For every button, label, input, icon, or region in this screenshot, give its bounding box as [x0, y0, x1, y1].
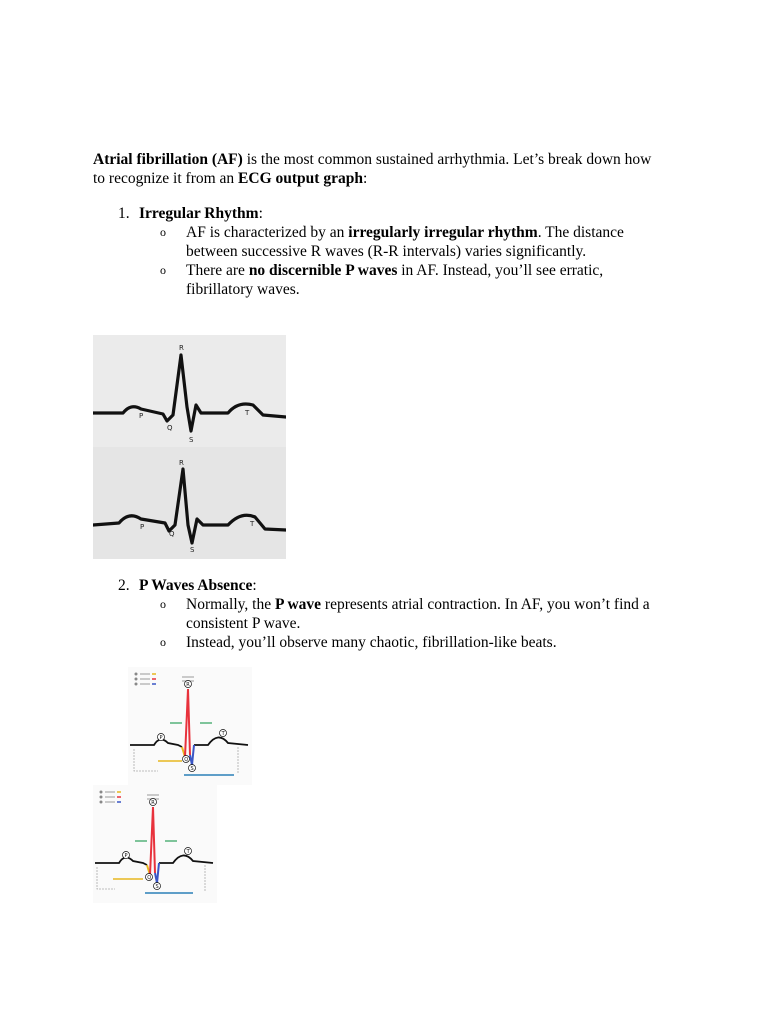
ecg-label-t: T [250, 520, 255, 528]
bullet-text-end: . The distance between successive R waves (R-R intervals) varies significantly. [186, 224, 624, 260]
bullet-text-end: in AF. Instead, you’ll see erratic, fibrillatory waves. [186, 262, 604, 298]
ecg-label-r: R [179, 459, 184, 467]
intro-bold-term: ECG output graph [238, 170, 363, 187]
section-number: 2. [118, 577, 130, 594]
bullet-text: There are [186, 262, 249, 279]
list-item [160, 261, 665, 299]
list-item [160, 223, 665, 261]
section-title: Irregular Rhythm [139, 205, 259, 222]
diagram-label-s: S [190, 766, 194, 772]
diagram-label-t: T [186, 849, 190, 855]
intro-colon: : [362, 170, 368, 187]
intro-paragraph [93, 150, 663, 188]
section-heading-irregular-rhythm [118, 204, 263, 223]
bullet-text: AF is characterized by an [186, 224, 349, 241]
ecg-label-t: T [245, 409, 250, 417]
bullet-bold: irregularly irregular rhythm [348, 224, 538, 241]
intro-term: Atrial fibrillation (AF) [93, 151, 243, 168]
bullet-text: Instead, you’ll observe many chaotic, fibrillation-like beats. [186, 634, 557, 651]
ecg-diagram-image-1 [128, 667, 252, 785]
ecg-label-q: Q [167, 424, 173, 432]
diagram-label-q: Q [147, 875, 152, 881]
list-item [160, 595, 665, 633]
diagram-label-s: S [155, 884, 159, 890]
bullet-bold: P wave [274, 596, 322, 613]
ecg-label-p: P [140, 523, 145, 531]
diagram-label-t: T [221, 731, 225, 737]
bullet-icon: o [160, 263, 166, 277]
bullet-icon: o [160, 597, 166, 611]
bullet-icon: o [160, 635, 166, 649]
bullet-bold: no discernible P waves [248, 262, 398, 279]
diagram-label-p: P [159, 735, 163, 741]
ecg-label-p: P [139, 412, 144, 420]
section-number: 1. [118, 205, 130, 222]
section-title: P Waves Absence [139, 577, 253, 594]
ecg-sketch-image [93, 335, 286, 559]
ecg-label-r: R [179, 344, 184, 352]
section-1-bullet-list [160, 223, 665, 299]
section-2-bullet-list [160, 595, 665, 652]
section-title-suffix: : [258, 205, 263, 222]
list-item [160, 633, 665, 652]
ecg-label-s: S [190, 546, 195, 554]
bullet-text: Normally, the [186, 596, 275, 613]
ecg-sketch-drawing [93, 335, 286, 559]
ecg-label-s: S [189, 436, 194, 444]
ecg-diagram-drawing [128, 667, 252, 785]
diagram-label-p: P [124, 853, 128, 859]
section-title-suffix: : [252, 577, 257, 594]
bullet-icon: o [160, 225, 166, 239]
ecg-diagram-drawing [93, 785, 217, 903]
section-heading-p-waves-absence [118, 576, 257, 595]
diagram-label-r: R [151, 800, 155, 806]
diagram-label-q: Q [184, 757, 189, 763]
ecg-label-q: Q [169, 530, 175, 538]
ecg-diagram-image-2 [93, 785, 217, 903]
diagram-label-r: R [186, 682, 190, 688]
intro-text: is the most common sustained arrhythmia. Let’s break down how to recognize it from an [93, 151, 652, 187]
bullet-text-end: represents atrial contraction. In AF, you won’t find a consistent P wave. [186, 596, 650, 632]
